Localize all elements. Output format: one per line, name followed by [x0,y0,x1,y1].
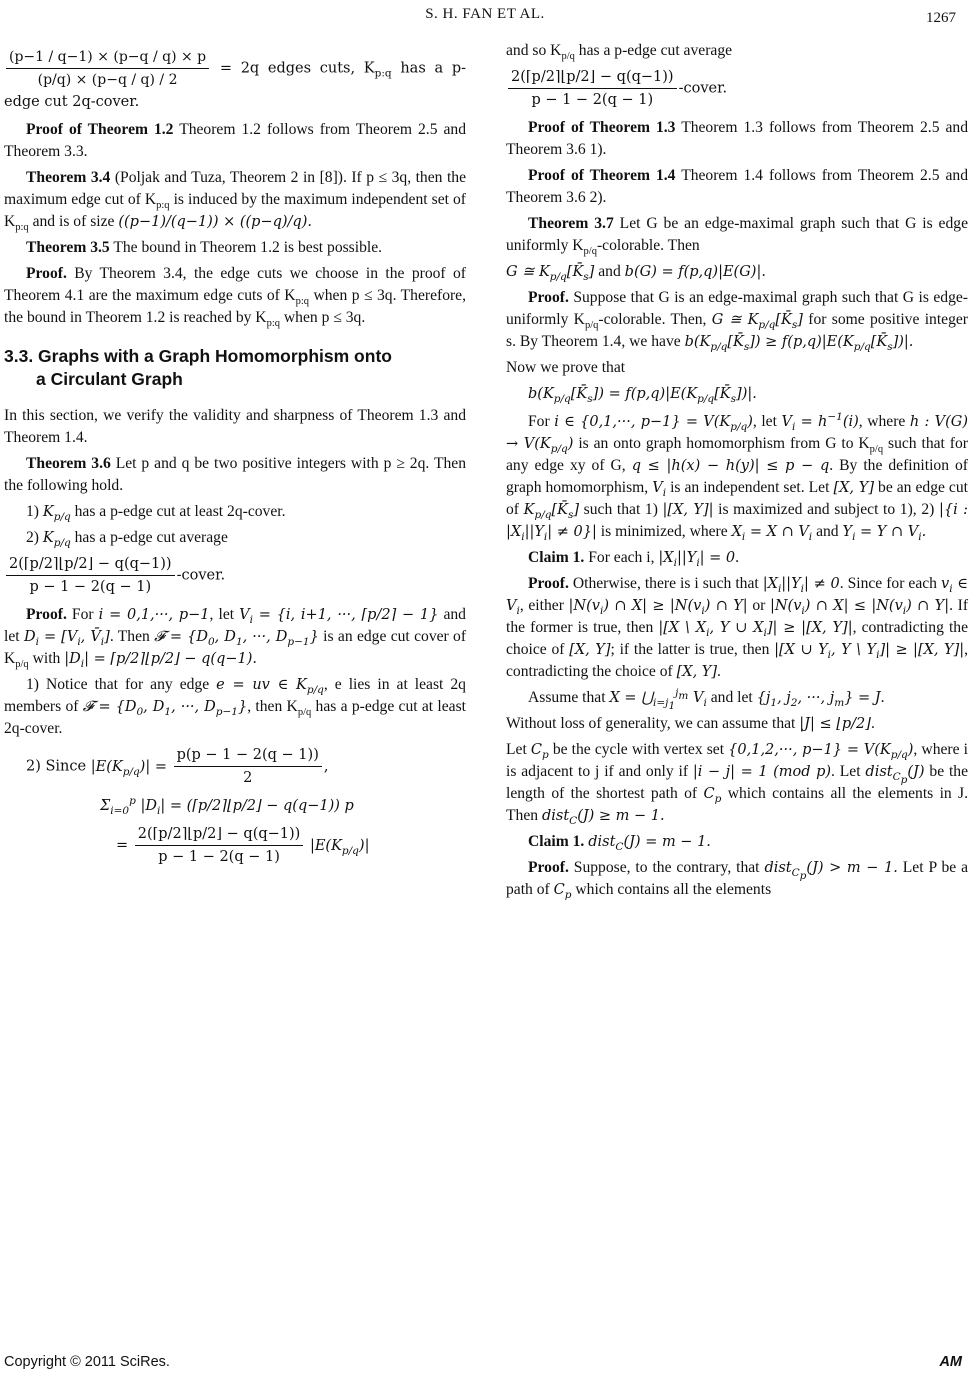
theorem-3-6: Theorem 3.6 Let p and q be two positive integers with p ≥ 2q. Then the following hold. [4,455,466,494]
wlog: Without loss of generality, we can assume that |J| ≤ ⌊p/2⌋. [506,715,875,732]
proof-theorem-3-6: Proof. For i = 0,1,···, p−1, let $V_i = \{i$, i+1, ···, ⌈p/2⌉ − 1} and let $D_i = [V_i$, $V̄_i$]. Then 𝓕 = {$D_0$, $D_1$, ···, $D_{p-1}$} is an edge cut cover of $K_{p/q}$ with $|D_i|$ = ⌈p/2⌉⌊p/2⌋ − q(q−1). [4,606,467,671]
proof-theorem-1-2: Proof of Theorem 1.2 Theorem 1.2 follows from Theorem 2.5 and Theorem 3.3. [4,121,466,160]
eq-text: edges cuts, K [267,60,375,77]
theorem-3-4: Theorem 3.4 (Poljak and Tuza, Theorem 2 in [8]). If p ≤ 3q, then the maximum edge cut of $K_{p:q}$ is induced by the maximum independent set of $K_{p:q}$ and is of size ((p−1)/(q−1)) × ((p−q)/q). [4,169,466,234]
eq-sub: p:q [374,67,392,80]
average-cover-formula: $\frac{2(⌈p/2⌉⌊p/2⌋ - q(q-1))}{p - 1 - 2(q - 1)}$ -cover. [4,553,466,598]
theorem-3-6-item-2: 2) $K_{p/q}$ has a p-edge cut average [26,529,228,549]
equation-edge-cuts: $\frac{(p-1 / q-1) \times (p-q / q) \times p}{(p/q) \times (p-q / q) / 2}$ = 2q edges cuts, $K_{p:q}$ has a p-edge cut 2q-cover. [4,46,466,113]
eq-rest: has a p-edge cut 2q-cover. [4,60,466,110]
theorem-3-6-item-1: 1) $K_{p/q}$ has a p-edge cut at least 2q-cover. [26,503,286,523]
sum-equation-2: = $\frac{2(⌈p/2⌉⌊p/2⌋ - q(q-1))}{p - 1 - 2(q - 1)}$ $|E(K_{p/q})|$ [116,823,466,868]
running-title: S. H. FAN ET AL. [425,6,545,22]
proof-part-2-since: 2) Since $|E(K_{p/q})|$ = $\frac{p(p - 1 - 2(q - 1))}{2}$ , [26,744,466,789]
claim-1b-proof: Proof. Suppose, to the contrary, that dist$_{C_p}$(J) > m − 1. Let P be a path of $C_p$ which contains all the elements [506,859,968,901]
journal-abbrev: AM [939,1354,962,1370]
claim-1-proof: Proof. Otherwise, there is i such that $|X_i||Y_i| \ne 0$. Since for each $v_i$ ∈ $V_i$, either $|N(v_i)$ ∩ $X| \ge |N(v_i)$ ∩ Y| or $|N(v_i)$ ∩ $X| \le |N(v_i)$ ∩ Y|. If the former is true, then |[X \ $X_i$, Y ∪ $X_i]| \ge |[X$, Y]|, contradicting the choice of [X, Y]; if the latter is true, then |[X ∪ $Y_i$, Y \ $Y_i]| \ge |[X$, Y]|, contradicting the choice of [X, Y]. [506,575,969,680]
proof-theorem-3-5: Proof. By Theorem 3.4, the edge cuts we choose in the proof of Theorem 4.1 are the maximum edge cuts of $K_{p:q}$ when p ≤ 3q. Therefore, the bound in Theorem 1.2 is reached by $K_{p:q}$ when p ≤ 3q. [4,265,467,330]
left-column [4,40,466,874]
proof-theorem-1-4: Proof of Theorem 1.4 Theorem 1.4 follows from Theorem 2.5 and Theorem 3.6 2). [506,167,968,206]
section-intro: In this section, we verify the validity and sharpness of Theorem 1.3 and Theorem 1.4. [4,407,466,446]
theorem-3-5: Theorem 3.5 The bound in Theorem 1.2 is best possible. [26,239,383,256]
proof-body: For i ∈ {0,1,···, $p-1\} = V(K_{p/q})$, let $V_i = h^{-1}(i)$, where h : $V(G) \to V(K_{p/q})$ is an onto graph homomorphism from G to $K_{p/q}$ such that for any edge xy of G, q ≤ |h(x) − h(y)| ≤ p − q. By the definition of graph homomorphism, $V_i$ is an independent set. Let [X, Y] be an edge cut of $K_{p/q}[K̄_s]$ such that 1) |[X, Y]| is maximized and subject to 1), 2) |{i : $|X_i||Y_i| \ne 0\}|$ is minimized, where $X_i = X$ ∩ $V_i$ and $Y_i = Y$ ∩ $V_i$. [506,411,969,543]
assume: Assume that $X = ⋃_{i=j_1}^{j_m}$ $V_i$ and let {$j_1$, $j_2$, ···, $j_m\} = J$. [528,687,885,712]
claim-1b: Claim 1. dist$_C$(J) = m − 1. [528,833,711,853]
claim-1: Claim 1. For each i, $|X_i||Y_i| = 0$. [528,549,740,569]
proof-theorem-1-3: Proof of Theorem 1.3 Theorem 1.3 follows from Theorem 2.5 and Theorem 3.6 1). [506,119,968,158]
cycle-definition: Let $C_p$ be the cycle with vertex set {0,1,2,···, $p-1\} = V(K_{p/q})$, where i is adjacent to j if and only if |i − j| = 1 (mod p). Let dist$_{C_p}$(J) be the length of the shortest path of $C_p$ which contains all the elements in J. Then dist$_C$(J) ≥ m − 1. [506,741,969,827]
section-heading: 3.3. Graphs with a Graph Homomorphism onto a Circulant Graph [4,346,392,389]
proof-theorem-3-7: Proof. Suppose that G is an edge-maximal graph such that G is edge-uniformly $K_{p/q}$-colorable. Then, G ≅ $K_{p/q}[K̄_s]$ for some positive integer s. By Theorem 1.4, we have $b(K_{p/q}[K̄_s])$ ≥ $f(p,q)|E(K_{p/q}[K̄_s])|$. [506,289,968,353]
theorem-3-7-formula: G ≅ $K_{p/q}[K̄_s]$ and b(G) = f(p,q)|E(G)|. [506,263,766,283]
now-prove: Now we prove that [506,359,626,376]
sum-equation: $\Sigma_{i=0}^p$ $|D_i|$ = (⌈p/2⌉⌊p/2⌋ − q(q−1)) p [100,795,354,817]
right-column [506,40,968,905]
right-average-formula: $\frac{2(⌈p/2⌉⌊p/2⌋ - q(q-1))}{p - 1 - 2(q - 1)}$ -cover. [506,66,968,111]
copyright: Copyright © 2011 SciRes. [4,1354,170,1370]
proof-part-1: 1) Notice that for any edge e = uv ∈ $K_{p/q}$, e lies in at least 2q members of 𝓕 = {$D_0$, $D_1$, ···, $D_{p-1}$}, then $K_{p/q}$ has a p-edge cut at least 2q-cover. [4,676,467,737]
eq-result: 2q [240,60,260,77]
theorem-3-7: Theorem 3.7 Let G be an edge-maximal graph such that G is edge uniformly $K_{p/q}$-colorable. Then [506,215,968,258]
and-so: and so $K_{p/q}$ has a p-edge cut average [506,42,733,63]
page-number: 1267 [926,10,956,26]
now-prove-formula: $b(K_{p/q}[K̄_s])$ = $f(p,q)|E(K_{p/q}[K̄_s])|$. [528,386,757,405]
